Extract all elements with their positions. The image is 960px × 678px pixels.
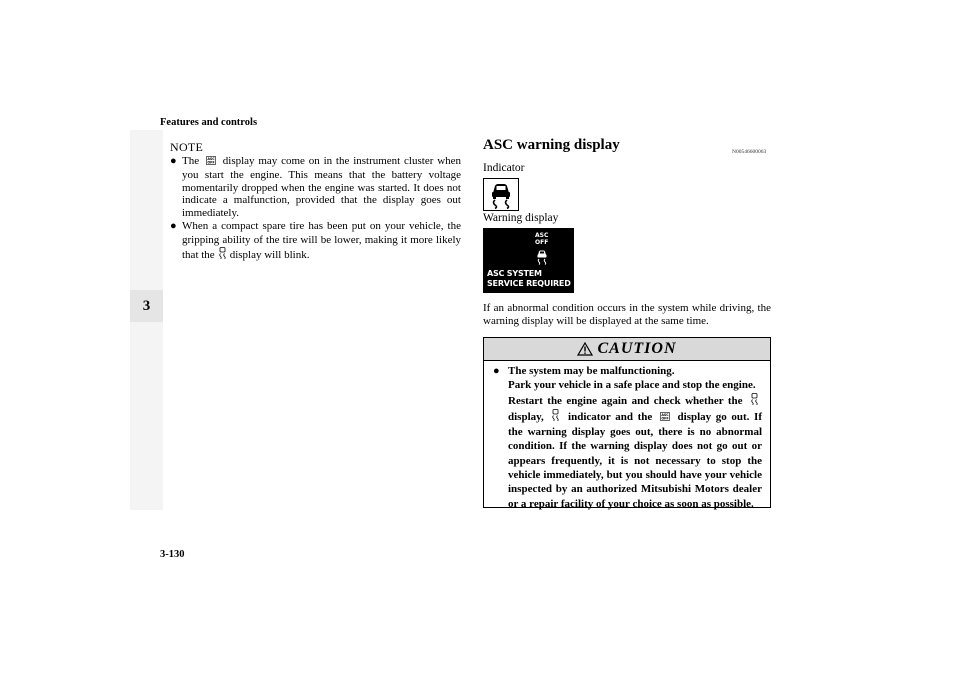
caution-box [483, 337, 771, 508]
asc-off-icon [206, 156, 216, 169]
chapter-tab: 3 [130, 290, 163, 322]
description-paragraph: If an abnormal condition occurs in the system while driving, the warning display will be displayed at the same time. [483, 302, 771, 327]
bullet-icon: ● [493, 365, 500, 377]
asc-off-icon [660, 411, 670, 425]
section-heading: ASC warning display [483, 137, 620, 153]
note-bullet: ● The ASC OFF display may come on in the instrument cluster when you start the engine. This means that the battery voltage momentarily dropped when the engine was started. It does not indicate a malfunction, provided that the display goes out immediately. [170, 155, 462, 220]
asc-off-label: ASC OFF [535, 232, 549, 246]
caution-title: CAUTION [597, 340, 677, 357]
note-bullets [170, 155, 461, 263]
svg-text:ASC: ASC [207, 157, 215, 161]
skid-car-icon [750, 393, 759, 409]
running-header: Features and controls [160, 117, 258, 128]
skid-car-icon [551, 409, 560, 425]
note-title: NOTE [170, 140, 204, 154]
svg-text:OFF: OFF [661, 416, 669, 421]
page-number: 3-130 [160, 549, 185, 560]
warning-message: ASC SYSTEM SERVICE REQUIRED [487, 269, 571, 288]
caution-header [484, 338, 770, 361]
skid-car-icon [535, 249, 549, 269]
svg-text:OFF: OFF [207, 160, 215, 165]
bullet-icon: ● [170, 155, 177, 167]
skid-car-icon [218, 247, 227, 263]
warning-display-image [483, 228, 574, 293]
svg-text:ASC: ASC [661, 412, 669, 417]
caution-body: ● The system may be malfunctioning. Park your vehicle in a safe place and stop the engine. Restart the engine again and check whether the display, indicator and the ASC OFF display go out. If the warning display goes out, there is no abnormal condition. If the warning display does not go out or appears frequently, it is not necessary to stop the vehicle immediately, but you should have your vehicle inspected by an authorized Mitsubishi Motors dealer or a repair facility of your choice as soon as possible. [493, 365, 762, 510]
warning-display-label: Warning display [483, 212, 559, 224]
indicator-image [483, 178, 519, 211]
warning-triangle-icon [577, 342, 593, 356]
indicator-label: Indicator [483, 162, 525, 174]
skid-car-icon [486, 181, 516, 209]
note-bullet: ● When a compact spare tire has been put on your vehicle, the gripping ability of the tire will be lower, making it more likely that the display will blink. [170, 219, 462, 261]
document-code: N00546600063 [732, 149, 767, 155]
bullet-icon: ● [170, 219, 177, 232]
